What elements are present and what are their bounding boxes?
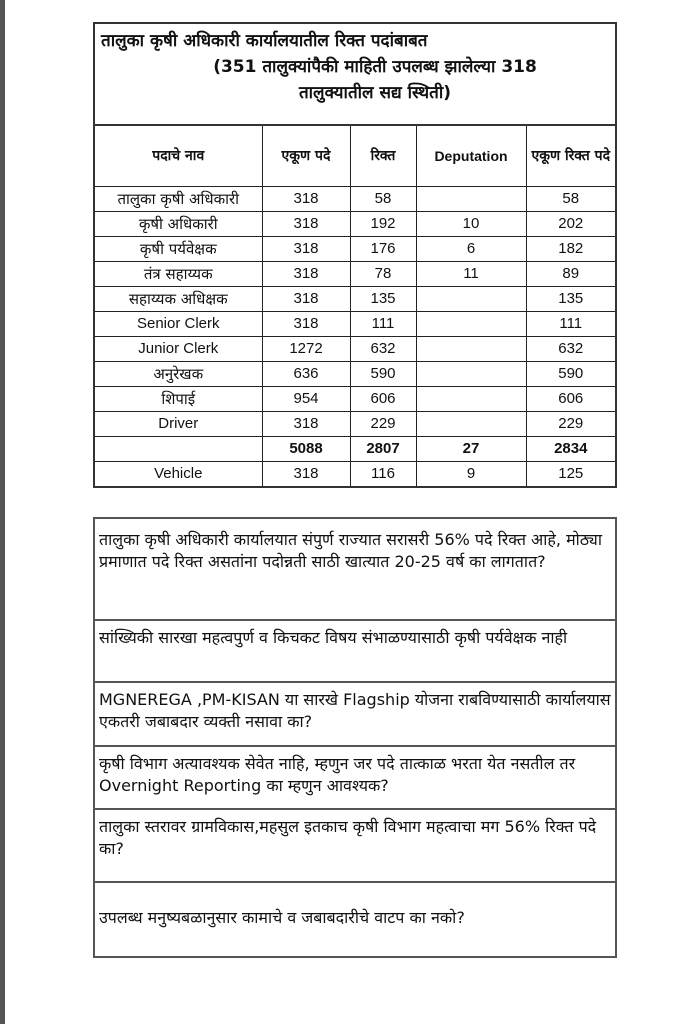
header-post-name: पदाचे नाव (95, 126, 262, 187)
cell-vacant: 111 (350, 312, 416, 337)
cell-deputation (416, 287, 526, 312)
cell-post-name: शिपाई (95, 387, 262, 412)
cell-total-vacant: 590 (526, 362, 615, 387)
note-item: तालुका स्तरावर ग्रामविकास,महसुल इतकाच कृषी विभाग महत्वाचा मग 56% रिक्त पदे का? (95, 810, 615, 883)
cell-total-vacant: 202 (526, 212, 615, 237)
cell-vacant: 632 (350, 337, 416, 362)
cell-post-name: Driver (95, 412, 262, 437)
table-row (95, 287, 615, 312)
notes-box (93, 517, 617, 958)
vehicle-name: Vehicle (95, 462, 262, 487)
header-vacant: रिक्त (350, 126, 416, 187)
table-row (95, 262, 615, 287)
cell-total: 318 (262, 187, 350, 212)
table-row (95, 387, 615, 412)
cell-total: 318 (262, 312, 350, 337)
cell-deputation (416, 387, 526, 412)
cell-vacant: 606 (350, 387, 416, 412)
header-total-vacant: एकूण रिक्त पदे (526, 126, 615, 187)
table-row (95, 337, 615, 362)
cell-total-vacant: 606 (526, 387, 615, 412)
cell-deputation: 10 (416, 212, 526, 237)
cell-total: 318 (262, 287, 350, 312)
cell-post-name: तालुका कृषी अधिकारी (95, 187, 262, 212)
cell-total: 318 (262, 237, 350, 262)
cell-vacant: 176 (350, 237, 416, 262)
vehicle-total-vacant: 125 (526, 462, 615, 487)
header-total-posts: एकूण पदे (262, 126, 350, 187)
cell-total-vacant: 135 (526, 287, 615, 312)
cell-total-vacant: 229 (526, 412, 615, 437)
cell-total: 954 (262, 387, 350, 412)
cell-total: 318 (262, 412, 350, 437)
table-row (95, 312, 615, 337)
cell-total: 1272 (262, 337, 350, 362)
cell-total: 318 (262, 262, 350, 287)
cell-total-vacant: 111 (526, 312, 615, 337)
table-row (95, 362, 615, 387)
cell-total-vacant: 182 (526, 237, 615, 262)
vehicle-vacant: 116 (350, 462, 416, 487)
title-line-2: (351 तालुक्यांपैकी माहिती उपलब्ध झालेल्या 318 (213, 57, 537, 77)
table-row (95, 212, 615, 237)
note-item: सांख्यिकी सारखा महत्वपुर्ण व किचकट विषय संभाळण्यासाठी कृषी पर्यवेक्षक नाही (95, 621, 615, 683)
cell-vacant: 229 (350, 412, 416, 437)
cell-deputation (416, 312, 526, 337)
cell-deputation (416, 187, 526, 212)
totals-deputation: 27 (416, 437, 526, 462)
cell-deputation: 11 (416, 262, 526, 287)
table-totals-row (95, 437, 615, 462)
cell-post-name: सहाय्यक अधिक्षक (95, 287, 262, 312)
title-line-1: तालुका कृषी अधिकारी कार्यालयातील रिक्त पदांबाबत (101, 31, 428, 51)
vacancy-table (95, 126, 615, 486)
note-item: तालुका कृषी अधिकारी कार्यालयात संपुर्ण राज्यात सरासरी 56% पदे रिक्त आहे, मोठ्या प्रमाणात पदे रिक्त असतांना पदोन्नती साठी खात्यात 20-25 वर्ष का लागतात? (95, 519, 615, 621)
cell-post-name: कृषी अधिकारी (95, 212, 262, 237)
cell-deputation (416, 412, 526, 437)
table-title (95, 24, 615, 126)
totals-name (95, 437, 262, 462)
vehicle-total: 318 (262, 462, 350, 487)
cell-total: 318 (262, 212, 350, 237)
totals-vacant: 2807 (350, 437, 416, 462)
cell-post-name: Junior Clerk (95, 337, 262, 362)
note-item: MGNEREGA ,PM-KISAN या सारखे Flagship योजना राबविण्यासाठी कार्यालयास एकतरी जबाबदार व्यक्ती नसावा का? (95, 683, 615, 747)
note-item: कृषी विभाग अत्यावश्यक सेवेत नाहि, म्हणुन जर पदे तात्काळ भरता येत नसतील तर Overnight Reporting का म्हणुन आवश्यक? (95, 747, 615, 810)
table-vehicle-row (95, 462, 615, 487)
cell-total-vacant: 89 (526, 262, 615, 287)
table-row (95, 412, 615, 437)
cell-total: 636 (262, 362, 350, 387)
table-header-row (95, 126, 615, 187)
cell-post-name: तंत्र सहाय्यक (95, 262, 262, 287)
table-row (95, 187, 615, 212)
note-item: उपलब्ध मनुष्यबळानुसार कामाचे व जबाबदारीचे वाटप का नको? (99, 908, 465, 927)
header-deputation: Deputation (416, 126, 526, 187)
cell-deputation: 6 (416, 237, 526, 262)
cell-vacant: 590 (350, 362, 416, 387)
totals-total: 5088 (262, 437, 350, 462)
vacancy-table-container (93, 22, 617, 488)
cell-vacant: 192 (350, 212, 416, 237)
cell-vacant: 135 (350, 287, 416, 312)
table-row (95, 237, 615, 262)
title-line-3: तालुक्यातील सद्य स्थिती) (298, 83, 452, 103)
totals-total-vacant: 2834 (526, 437, 615, 462)
cell-deputation (416, 337, 526, 362)
cell-post-name: अनुरेखक (95, 362, 262, 387)
cell-vacant: 58 (350, 187, 416, 212)
cell-vacant: 78 (350, 262, 416, 287)
cell-total-vacant: 632 (526, 337, 615, 362)
cell-deputation (416, 362, 526, 387)
cell-post-name: कृषी पर्यवेक्षक (95, 237, 262, 262)
cell-post-name: Senior Clerk (95, 312, 262, 337)
vehicle-deputation: 9 (416, 462, 526, 487)
left-edge-bar (0, 0, 5, 1024)
cell-total-vacant: 58 (526, 187, 615, 212)
